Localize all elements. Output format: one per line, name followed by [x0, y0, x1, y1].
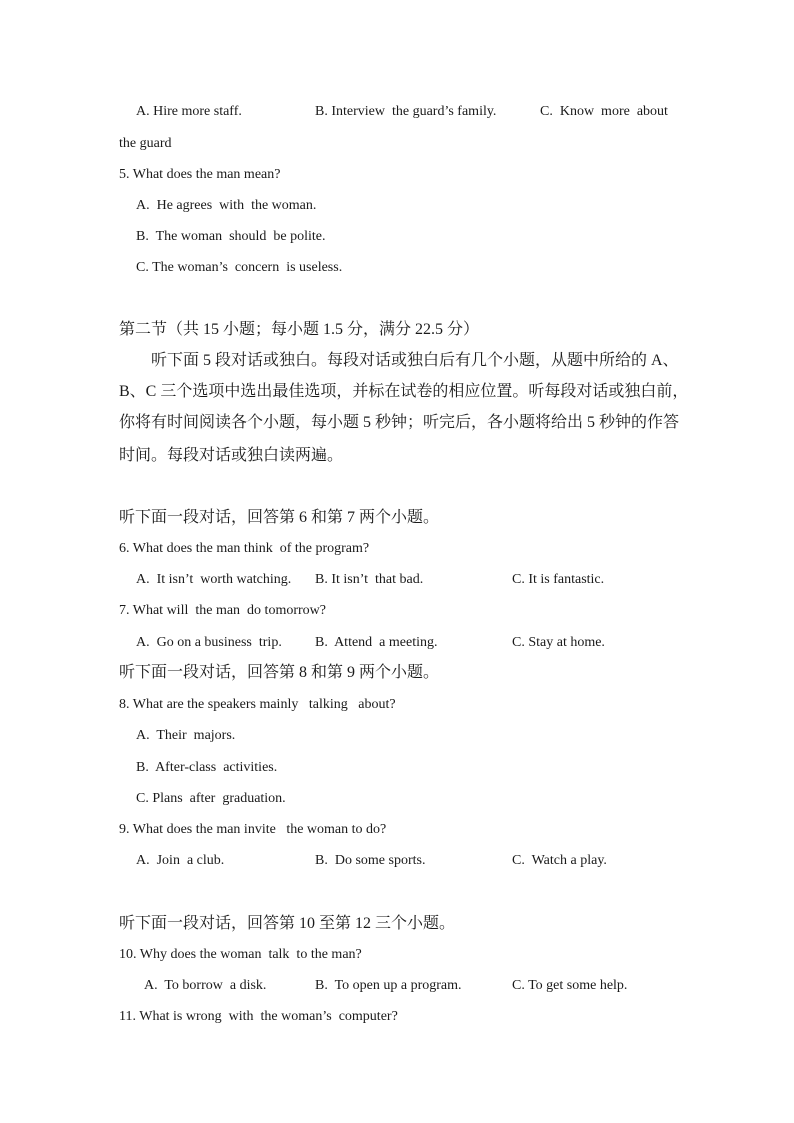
q9-option-c: C. Watch a play. — [512, 853, 607, 868]
q8-option-c: C. Plans after graduation. — [136, 791, 286, 806]
q10-question: 10. Why does the woman talk to the man? — [119, 947, 362, 962]
q10-option-a: A. To borrow a disk. — [144, 978, 267, 993]
group-heading-8-9: 听下面一段对话，回答第 8 和第 9 两个小题。 — [119, 664, 440, 681]
q8-option-a: A. Their majors. — [136, 728, 236, 743]
q6-question: 6. What does the man think of the program? — [119, 541, 370, 556]
q6-option-a: A. It isn’t worth watching. — [136, 572, 292, 587]
q7-option-a: A. Go on a business trip. — [136, 635, 282, 650]
q8-question: 8. What are the speakers mainly talking about? — [119, 697, 396, 712]
group-heading-6-7: 听下面一段对话，回答第 6 和第 7 两个小题。 — [119, 509, 440, 526]
q7-option-b: B. Attend a meeting. — [315, 635, 438, 650]
q10-option-b: B. To open up a program. — [315, 978, 462, 993]
q6-option-b: B. It isn’t that bad. — [315, 572, 424, 587]
q10-option-c: C. To get some help. — [512, 978, 628, 993]
q7-question: 7. What will the man do tomorrow? — [119, 603, 326, 618]
q4-option-a: A. Hire more staff. — [136, 104, 242, 119]
instructions-line-3: 你将有时间阅读各个小题，每小题 5 秒钟；听完后，各小题将给出 5 秒钟的作答 — [119, 414, 680, 431]
q5-question: 5. What does the man mean? — [119, 167, 281, 182]
q4-option-c: C. Know more about — [540, 104, 668, 119]
q4-option-b: B. Interview the guard’s family. — [315, 104, 497, 119]
q11-question: 11. What is wrong with the woman’s computer? — [119, 1009, 398, 1024]
section-heading: 第二节（共 15 小题；每小题 1.5 分，满分 22.5 分） — [119, 321, 480, 338]
q4-option-c-continued: the guard — [119, 136, 172, 151]
q9-question: 9. What does the man invite the woman to do? — [119, 822, 387, 837]
q5-option-c: C. The woman’s concern is useless. — [136, 260, 343, 275]
q5-option-b: B. The woman should be polite. — [136, 229, 326, 244]
q6-option-c: C. It is fantastic. — [512, 572, 605, 587]
q7-option-c: C. Stay at home. — [512, 635, 605, 650]
q9-option-b: B. Do some sports. — [315, 853, 426, 868]
instructions-line-1: 听下面 5 段对话或独白。每段对话或独白后有几个小题，从题中所给的 A、 — [151, 352, 679, 369]
instructions-line-4: 时间。每段对话或独白读两遍。 — [119, 447, 344, 464]
q8-option-b: B. After-class activities. — [136, 760, 278, 775]
q5-option-a: A. He agrees with the woman. — [136, 198, 317, 213]
group-heading-10-12: 听下面一段对话，回答第 10 至第 12 三个小题。 — [119, 915, 456, 932]
instructions-line-2: B、C 三个选项中选出最佳选项，并标在试卷的相应位置。听每段对话或独白前， — [119, 383, 689, 400]
q9-option-a: A. Join a club. — [136, 853, 225, 868]
